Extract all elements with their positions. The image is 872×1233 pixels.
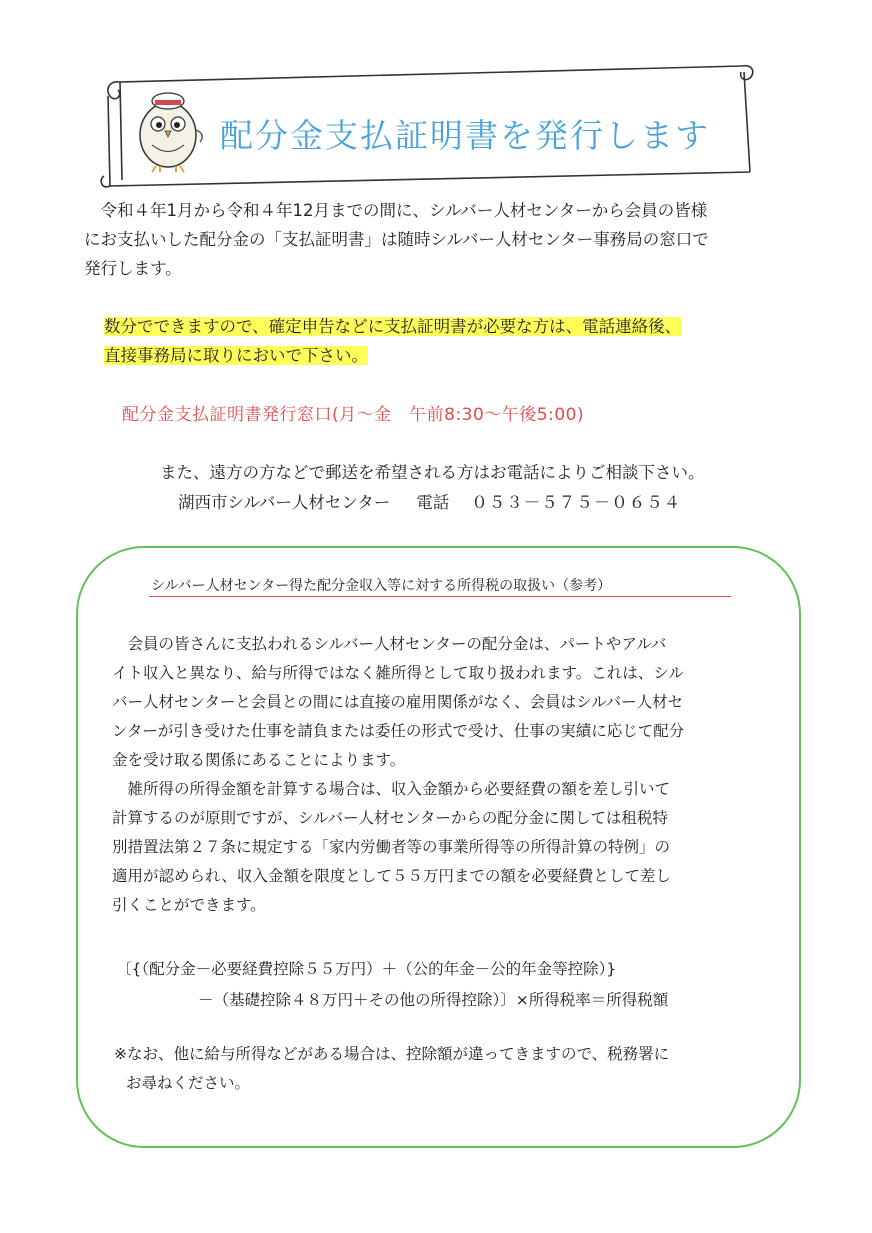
mail-request-text: また、遠方の方などで郵送を希望される方はお電話によりご相談下さい。 bbox=[160, 463, 705, 482]
office-hours: 配分金支払証明書発行窓口(月～金 午前8:30～午後5:00) bbox=[122, 405, 585, 425]
phone-row bbox=[160, 488, 705, 518]
title-scroll-banner bbox=[0, 0, 872, 200]
note-line-1: ※なお、他に給与所得などがある場合は、控除額が違ってきますので、税務署に bbox=[114, 1045, 670, 1063]
formula-line-1: 〔{（配分金－必要経費控除５５万円）＋（公的年金－公的年金等控除）} bbox=[116, 960, 617, 978]
paragraph-line: 雑所得の所得金額を計算する場合は、収入金額から必要経費の額を差し引いて bbox=[112, 780, 671, 798]
contact-block bbox=[160, 458, 705, 518]
highlight-line: 数分でできますので、確定申告などに支払証明書が必要な方は、電話連絡後、 bbox=[104, 317, 682, 336]
org-name: 湖西市シルバー人材センター bbox=[178, 493, 391, 512]
paragraph-line: 金を受け取る関係にあることによります。 bbox=[112, 751, 406, 769]
paragraph-line: バー人材センターと会員との間には直接の雇用関係がなく、会員はシルバー人材セ bbox=[112, 693, 684, 711]
paragraph-line: 会員の皆さんに支払われるシルバー人材センターの配分金は、パートやアルバ bbox=[112, 635, 667, 653]
paragraph-line: 適用が認められ、収入金額を限度として５５万円までの額を必要経費として差し bbox=[112, 867, 671, 885]
phone-number: ０５３－５７５－０６５４ bbox=[471, 493, 682, 512]
paragraph-line: イト収入と異なり、給与所得ではなく雑所得として取り扱われます。これは、シル bbox=[112, 664, 684, 682]
phone-label: 電話 bbox=[416, 493, 450, 512]
reference-box-title: シルバー人材センター得た配分金収入等に対する所得税の取扱い（参考） bbox=[151, 578, 612, 594]
footnote bbox=[114, 1040, 669, 1098]
highlighted-notice bbox=[104, 312, 681, 370]
note-line-2: お尋ねください。 bbox=[126, 1074, 251, 1092]
paragraph-line: 別措置法第２７条に規定する「家内労働者等の事業所得等の所得計算の特例」の bbox=[112, 838, 671, 856]
owl-mascot-icon bbox=[140, 93, 202, 172]
tax-formula bbox=[116, 954, 668, 1016]
reference-paragraph bbox=[112, 630, 752, 920]
page-title: 配分金支払証明書を発行します bbox=[220, 116, 710, 155]
title-underline bbox=[149, 596, 731, 597]
formula-line-2: －（基礎控除４８万円＋その他の所得控除）〕×所得税率＝所得税額 bbox=[198, 991, 669, 1009]
paragraph-line: 計算するのが原則ですが、シルバー人材センターからの配分金に関しては租税特 bbox=[112, 809, 668, 827]
highlight-line: 直接事務局に取りにおいで下さい。 bbox=[104, 346, 368, 365]
intro-line: にお支払いした配分金の「支払証明書」は随時シルバー人材センター事務局の窓口で bbox=[84, 230, 709, 249]
intro-paragraph bbox=[84, 196, 804, 283]
paragraph-line: ンターが引き受けた仕事を請負または委任の形式で受け、仕事の実績に応じて配分 bbox=[112, 722, 685, 740]
paragraph-line: 引くことができます。 bbox=[112, 896, 266, 914]
intro-line: 発行します。 bbox=[84, 259, 182, 278]
intro-line: 令和４年1月から令和４年12月までの間に、シルバー人材センターから会員の皆様 bbox=[84, 201, 708, 220]
